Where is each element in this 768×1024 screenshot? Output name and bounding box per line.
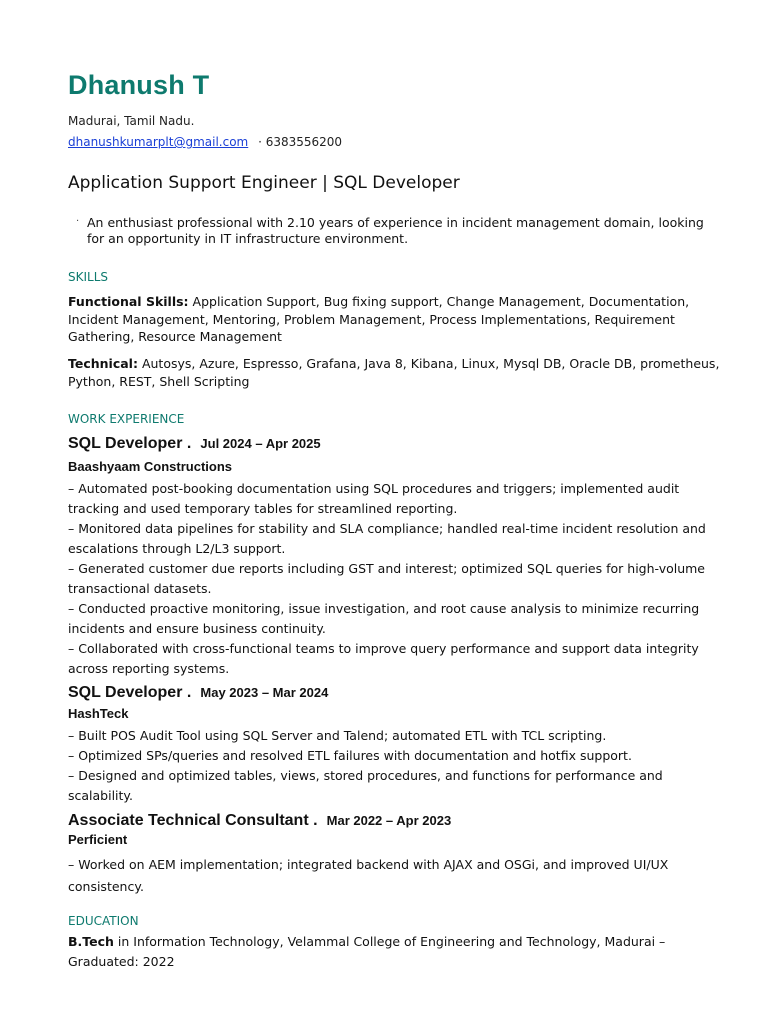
functional-skills-line-2: Incident Management, Mentoring, Problem Management, Process Implementations, Requirement <box>68 312 675 327</box>
education-degree: B.Tech <box>68 934 114 949</box>
job-3-header <box>68 810 451 830</box>
job-1-line: tracking and used temporary tables for streamlined reporting. <box>68 501 458 516</box>
phone: · 6383556200 <box>258 135 343 149</box>
job-1-line: – Conducted proactive monitoring, issue investigation, and root cause analysis to minimize recurring <box>68 601 700 616</box>
job-1-line: escalations through L2/L3 support. <box>68 541 286 556</box>
email-link[interactable]: dhanushkumarplt@gmail.com <box>68 135 249 149</box>
job-3-description <box>68 854 758 898</box>
summary-line-1: An enthusiast professional with 2.10 years of experience in incident management domain, looking <box>87 215 704 230</box>
functional-skills-text: Application Support, Bug fixing support, Change Management, Documentation, <box>188 294 690 309</box>
job-1-line: – Monitored data pipelines for stability and SLA compliance; handled real-time incident resolution and <box>68 521 706 536</box>
education-line-1 <box>68 932 758 952</box>
skills-heading: SKILLS <box>68 270 109 284</box>
education-line-2: Graduated: 2022 <box>68 954 175 969</box>
job-2-line: – Built POS Audit Tool using SQL Server and Talend; automated ETL with TCL scripting. <box>68 728 607 743</box>
contact-line <box>68 135 342 149</box>
summary-line-2: for an opportunity in IT infrastructure environment. <box>87 231 409 246</box>
job-2-line: – Designed and optimized tables, views, stored procedures, and functions for performance and <box>68 768 663 783</box>
job-2-line: – Optimized SPs/queries and resolved ETL failures with documentation and hotfix support. <box>68 748 632 763</box>
job-1-company: Baashyaam Constructions <box>68 459 232 474</box>
job-1-description <box>68 479 758 679</box>
technical-skills-text: Autosys, Azure, Espresso, Grafana, Java 8, Kibana, Linux, Mysql DB, Oracle DB, prometheus, <box>137 356 720 371</box>
job-1-line: – Collaborated with cross-functional teams to improve query performance and support data integrity <box>68 641 699 656</box>
job-3-line: – Worked on AEM implementation; integrated backend with AJAX and OSGi, and improved UI/UX <box>68 857 669 872</box>
job-1-title: SQL Developer . <box>68 435 192 452</box>
job-2-header <box>68 682 328 702</box>
job-2-line: scalability. <box>68 788 134 803</box>
summary-bullet: · <box>76 216 80 227</box>
job-1-line: transactional datasets. <box>68 581 212 596</box>
location: Madurai, Tamil Nadu. <box>68 114 195 128</box>
education-institution: in Information Technology, Velammal College of Engineering and Technology, Madurai – <box>113 934 666 949</box>
job-2-company: HashTeck <box>68 706 129 721</box>
job-2-dates: May 2023 – Mar 2024 <box>200 685 329 700</box>
technical-skills-label: Technical: <box>68 356 138 371</box>
job-1-line: – Automated post-booking documentation using SQL procedures and triggers; implemented audit <box>68 481 680 496</box>
job-1-line: – Generated customer due reports including GST and interest; optimized SQL queries for high-volume <box>68 561 705 576</box>
candidate-name: Dhanush T <box>68 70 210 100</box>
education-entry <box>68 932 758 972</box>
education-heading: EDUCATION <box>68 914 139 928</box>
functional-skills-line-1 <box>68 293 689 311</box>
technical-skills-line-2: Python, REST, Shell Scripting <box>68 374 250 389</box>
functional-skills-line-3: Gathering, Resource Management <box>68 329 282 344</box>
job-3-company: Perficient <box>68 832 128 847</box>
job-2-description <box>68 726 758 806</box>
job-3-dates: Mar 2022 – Apr 2023 <box>326 813 452 828</box>
job-2-title: SQL Developer . <box>68 684 192 701</box>
job-1-line: across reporting systems. <box>68 661 230 676</box>
job-3-line: consistency. <box>68 879 144 894</box>
functional-skills-label: Functional Skills: <box>68 294 189 309</box>
technical-skills-line-1 <box>68 355 719 373</box>
work-experience-heading: WORK EXPERIENCE <box>68 412 185 426</box>
headline: Application Support Engineer | SQL Developer <box>68 173 460 193</box>
job-1-dates: Jul 2024 – Apr 2025 <box>200 436 321 451</box>
job-3-title: Associate Technical Consultant . <box>68 812 318 829</box>
job-1-line: incidents and ensure business continuity. <box>68 621 326 636</box>
job-1-header <box>68 433 321 453</box>
